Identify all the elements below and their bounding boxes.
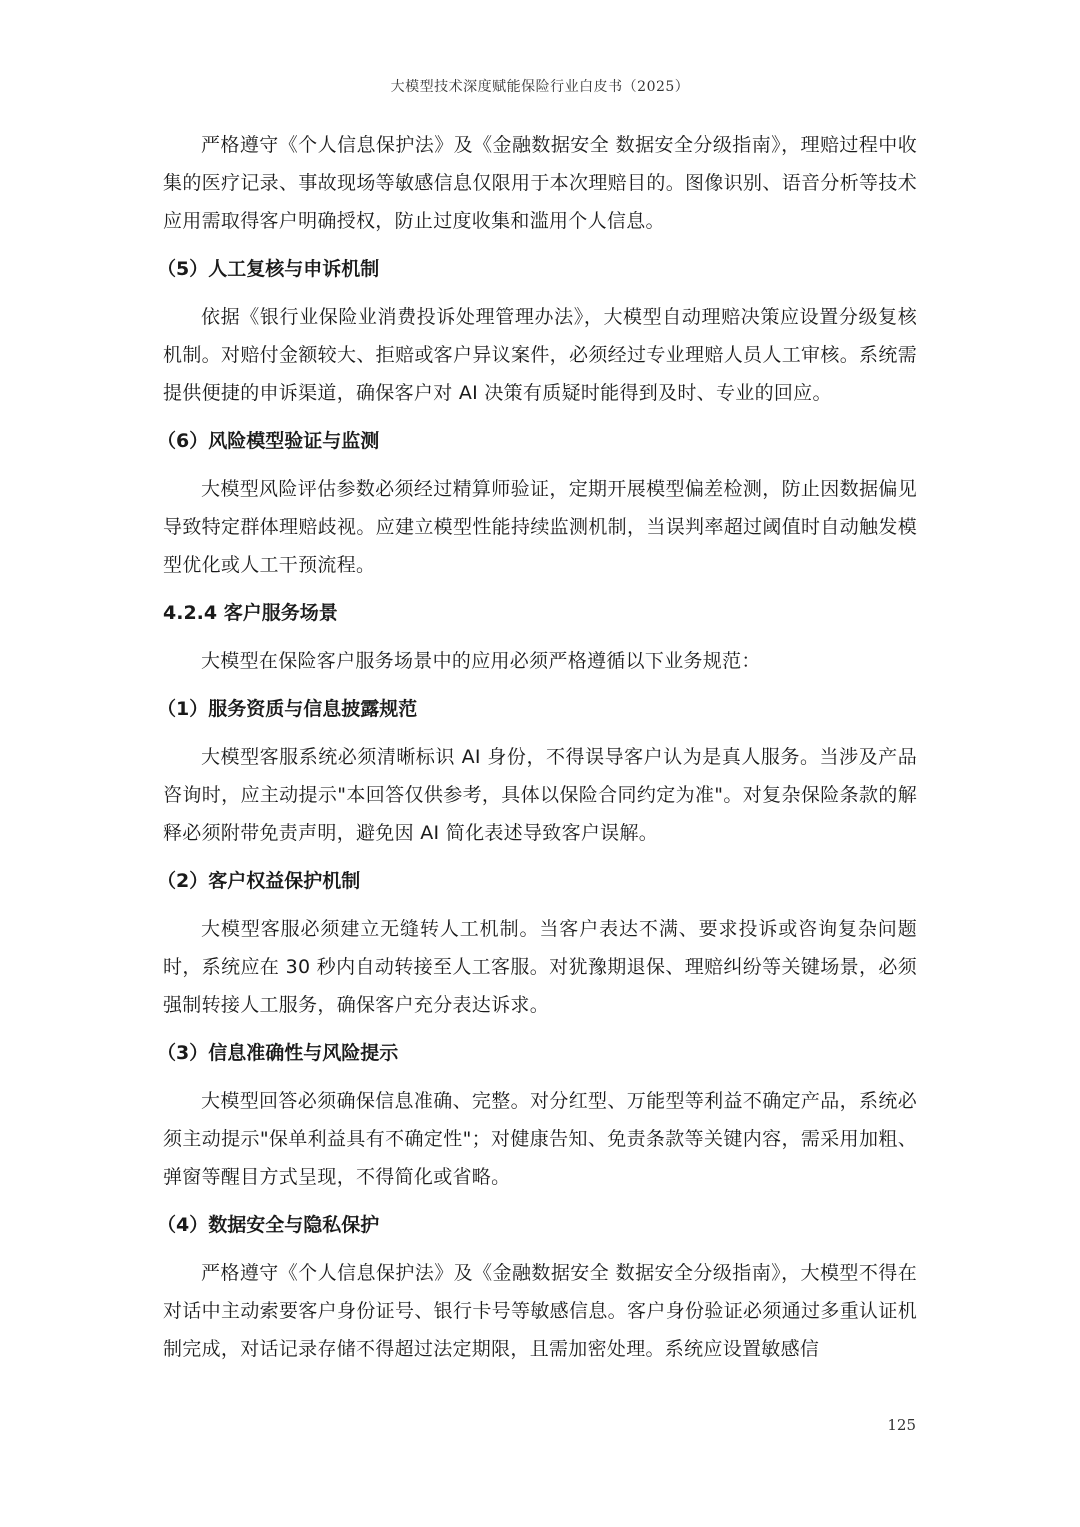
sub-heading: （5）人工复核与申诉机制 <box>157 258 380 280</box>
section-heading: 4.2.4 客户服务场景 <box>163 602 338 624</box>
sub-heading: （6）风险模型验证与监测 <box>157 430 380 452</box>
sub-heading: （2）客户权益保护机制 <box>157 870 361 892</box>
running-header: 大模型技术深度赋能保险行业白皮书（2025） <box>390 79 690 95</box>
body-paragraph: 严格遵守《个人信息保护法》及《金融数据安全 数据安全分级指南》，理赔过程中收集的医疗记录、事故现场等敏感信息仅限用于本次理赔目的。图像识别、语音分析等技术应用需取得客户明确授权，防止过度收集和滥用个人信息。 <box>163 134 917 232</box>
body-paragraph: 大模型回答必须确保信息准确、完整。对分红型、万能型等利益不确定产品，系统必须主动提示"保单利益具有不确定性"；对健康告知、免责条款等关键内容，需采用加粗、弹窗等醒目方式呈现，不得简化或省略。 <box>163 1090 917 1188</box>
sub-heading: （4）数据安全与隐私保护 <box>157 1214 380 1236</box>
body-paragraph: 大模型客服系统必须清晰标识 AI 身份，不得误导客户认为是真人服务。当涉及产品咨询时，应主动提示"本回答仅供参考，具体以保险合同约定为准"。对复杂保险条款的解释必须附带免责声明，避免因 AI 简化表述导致客户误解。 <box>163 746 917 844</box>
page-body <box>157 126 917 1368</box>
body-paragraph: 大模型风险评估参数必须经过精算师验证，定期开展模型偏差检测，防止因数据偏见导致特定群体理赔歧视。应建立模型性能持续监测机制，当误判率超过阈值时自动触发模型优化或人工干预流程。 <box>163 478 917 576</box>
page-number: 125 <box>887 1416 916 1434</box>
body-paragraph: 大模型客服必须建立无缝转人工机制。当客户表达不满、要求投诉或咨询复杂问题时，系统应在 30 秒内自动转接至人工客服。对犹豫期退保、理赔纠纷等关键场景，必须强制转接人工服务，确保客户充分表达诉求。 <box>163 918 917 1016</box>
body-paragraph: 大模型在保险客户服务场景中的应用必须严格遵循以下业务规范： <box>201 650 761 672</box>
sub-heading: （3）信息准确性与风险提示 <box>157 1042 399 1064</box>
sub-heading: （1）服务资质与信息披露规范 <box>157 698 418 720</box>
body-paragraph: 依据《银行业保险业消费投诉处理管理办法》，大模型自动理赔决策应设置分级复核机制。对赔付金额较大、拒赔或客户异议案件，必须经过专业理赔人员人工审核。系统需提供便捷的申诉渠道，确保客户对 AI 决策有质疑时能得到及时、专业的回应。 <box>163 306 917 404</box>
body-paragraph: 严格遵守《个人信息保护法》及《金融数据安全 数据安全分级指南》，大模型不得在对话中主动索要客户身份证号、银行卡号等敏感信息。客户身份验证必须通过多重认证机制完成，对话记录存储不得超过法定期限，且需加密处理。系统应设置敏感信 <box>163 1262 917 1360</box>
